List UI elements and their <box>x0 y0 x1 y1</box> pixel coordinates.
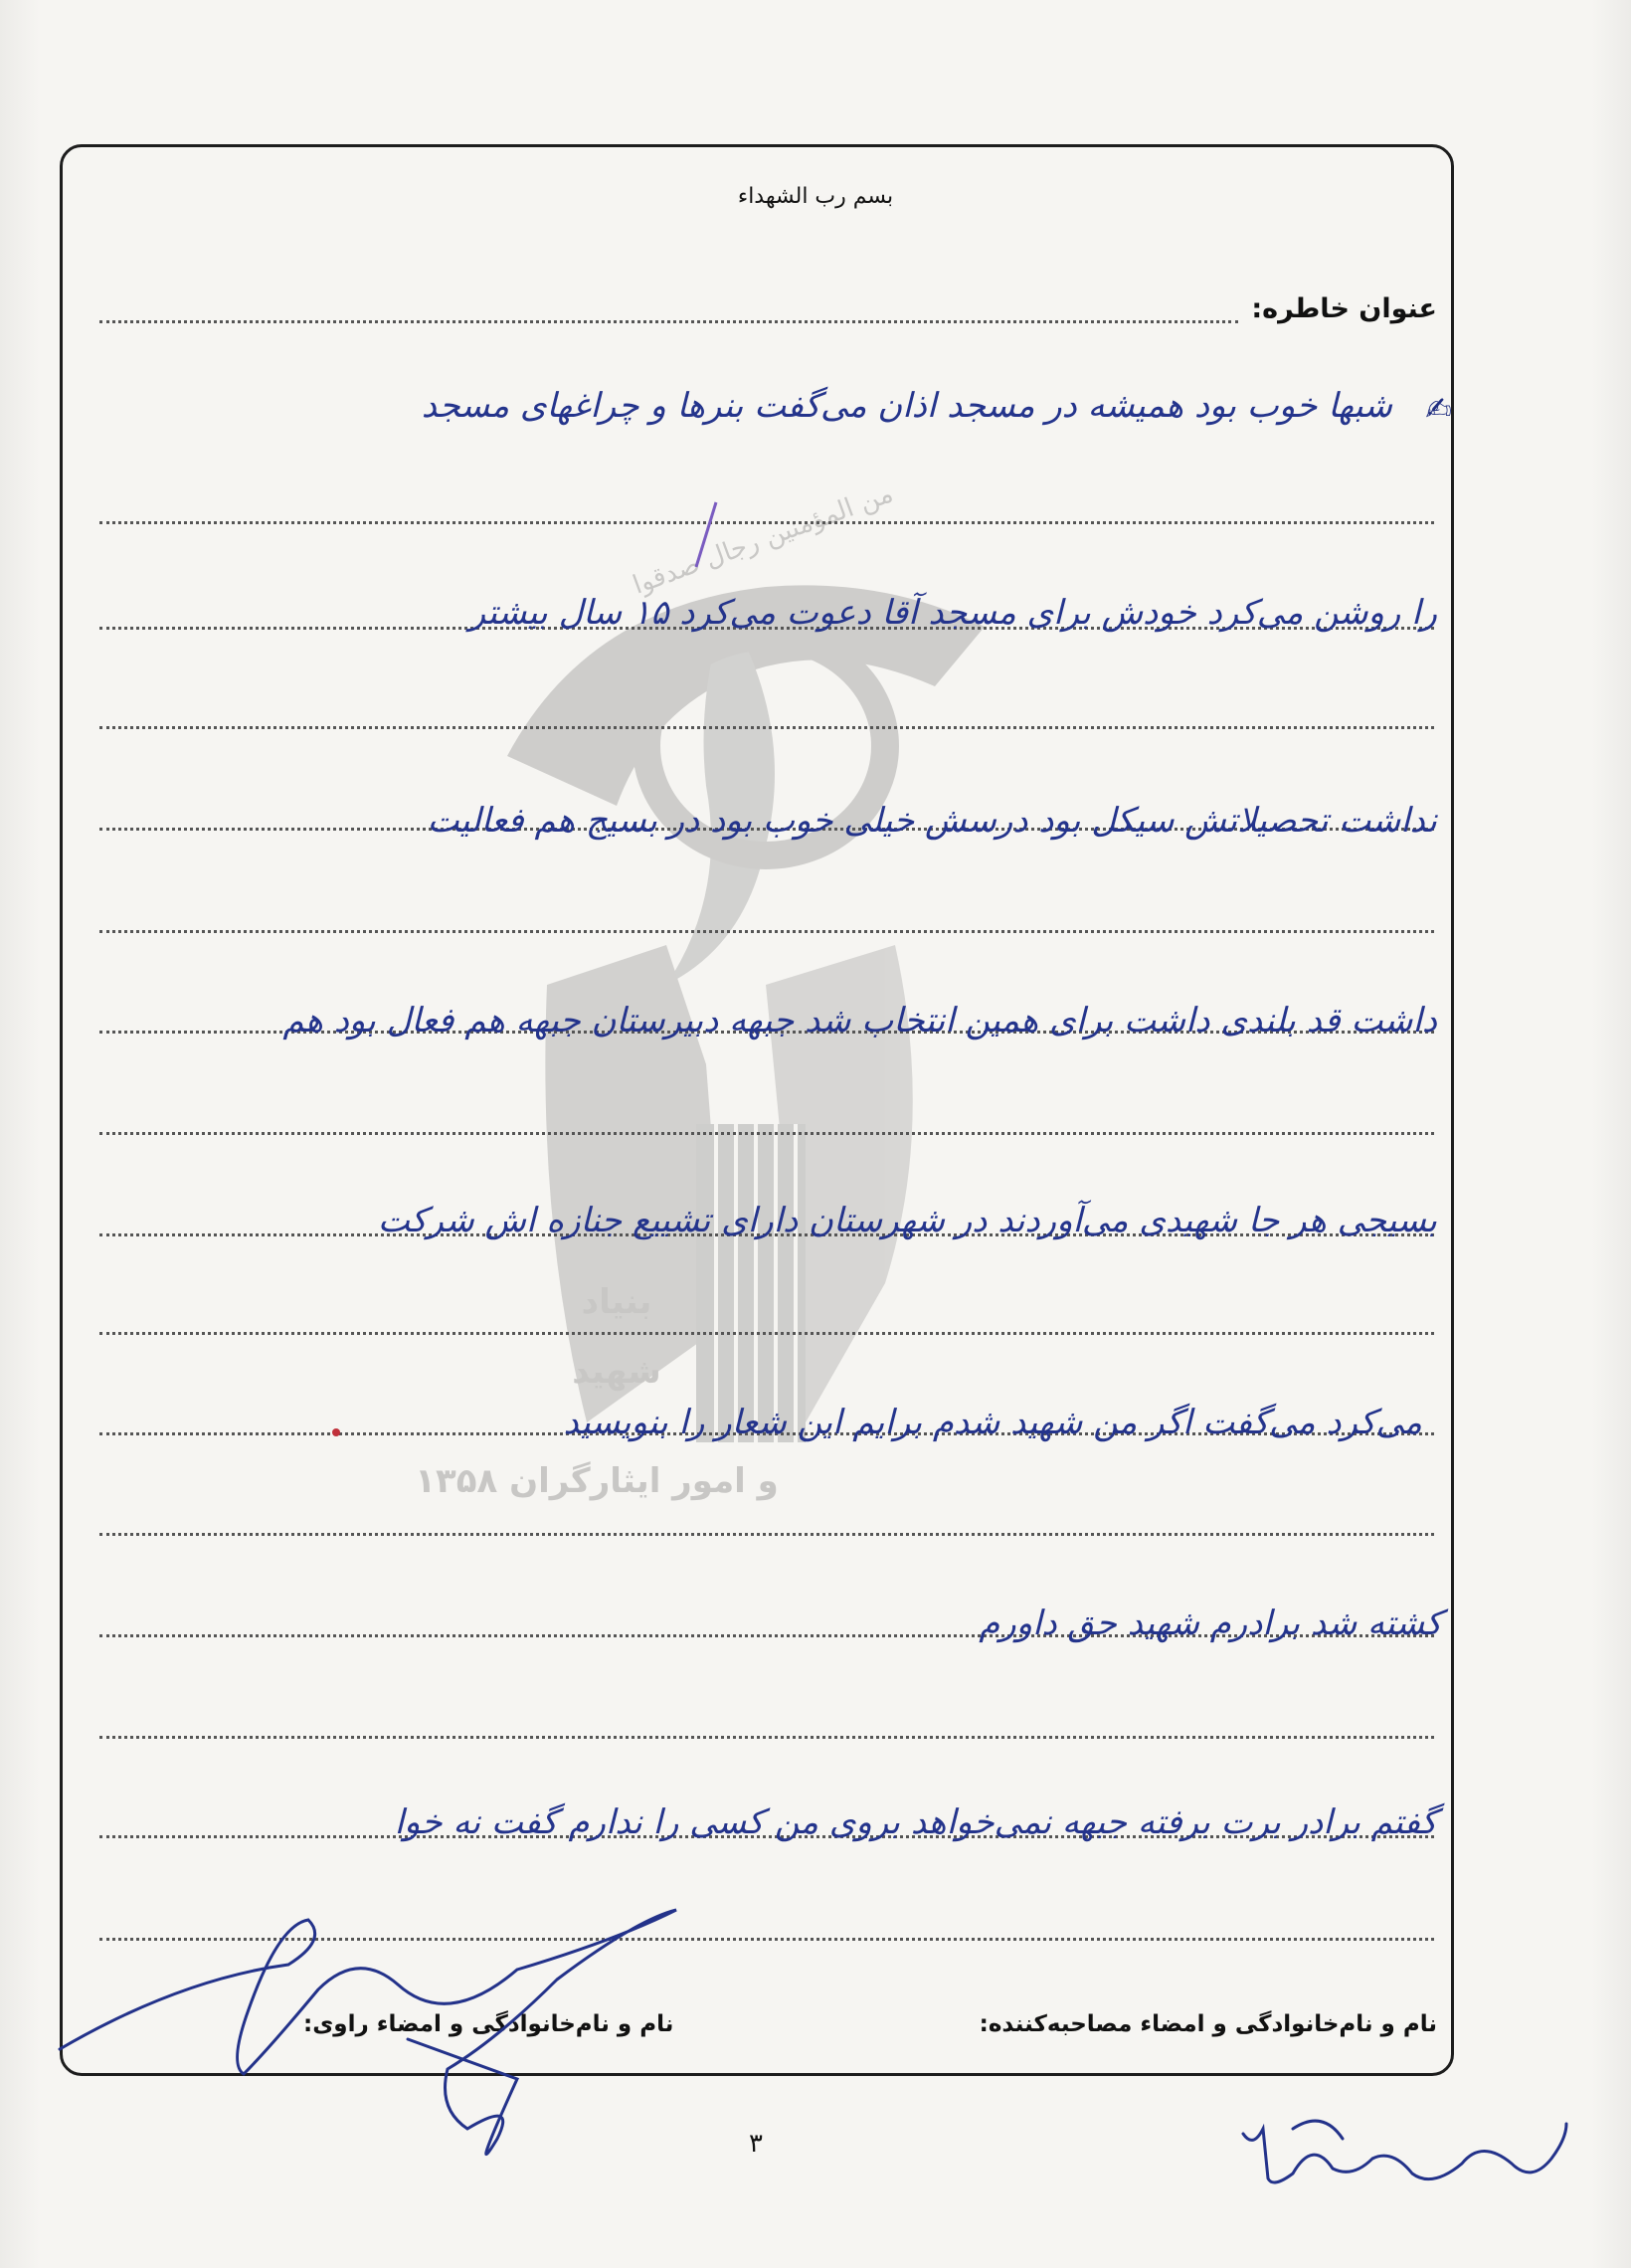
basmala-heading: بسم رب الشهداء <box>737 184 894 209</box>
writing-line <box>99 1533 1434 1536</box>
page-number: ۳ <box>749 2129 763 2159</box>
memoir-text-line: را روشن می‌کرد خودش برای مسجد آقا دعوت می‌کرد ۱۵ سال بیشتر <box>468 593 1437 633</box>
form-frame <box>60 144 1454 2076</box>
writing-line <box>99 1938 1434 1941</box>
memoir-title-field[interactable] <box>99 320 1238 323</box>
pen-icon: ✍ <box>1425 390 1452 428</box>
writing-line <box>99 930 1434 933</box>
writing-line <box>99 1332 1434 1335</box>
memoir-text-line: کشته شد برادرم شهید حق داورم <box>979 1604 1442 1643</box>
memoir-text-line: نداشت تحصیلاتش سیکل بود درسش خیلی خوب بود در بسیج هم فعالیت <box>427 801 1437 841</box>
memoir-text-line: بسیجی هر جا شهیدی می‌آوردند در شهرستان دارای تشییع جنازه اش شرکت <box>377 1201 1437 1240</box>
narrator-signature-label: نام و نام‌خانوادگی و امضاء راوی: <box>303 2011 674 2037</box>
memoir-title-label: عنوان خاطره: <box>1251 293 1437 324</box>
writing-line <box>99 1132 1434 1135</box>
watermark-org-line1: بنیاد <box>581 1282 652 1322</box>
writing-line <box>99 521 1434 524</box>
memoir-text-line: می‌کرد می‌گفت اگر من شهید شدم برایم این شعار را بنویسید <box>563 1403 1422 1442</box>
watermark-org-line3: ۱۳۵۸ و امور ایثارگران <box>415 1461 779 1501</box>
writing-line <box>99 726 1434 729</box>
interviewer-signature-label: نام و نام‌خانوادگی و امضاء مصاحبه‌کننده: <box>979 2011 1437 2037</box>
memoir-text-line: گفتم برادر برت برفته جبهه نمی‌خواهد بروی من کسی را ندارم گفت نه خوا <box>394 1802 1437 1842</box>
watermark-verse: من المؤمنین رجال صدقوا <box>629 478 897 601</box>
watermark-org-line2: شهید <box>572 1352 661 1392</box>
writing-line <box>99 1736 1434 1739</box>
memoir-text-line: داشت قد بلندی داشت برای همین انتخاب شد جبهه دبیرستان جبهه هم فعال بود هم <box>282 1001 1437 1040</box>
memoir-text-line: شبها خوب بود همیشه در مسجد اذان می‌گفت بنرها و چراغهای مسجد <box>421 386 1392 426</box>
